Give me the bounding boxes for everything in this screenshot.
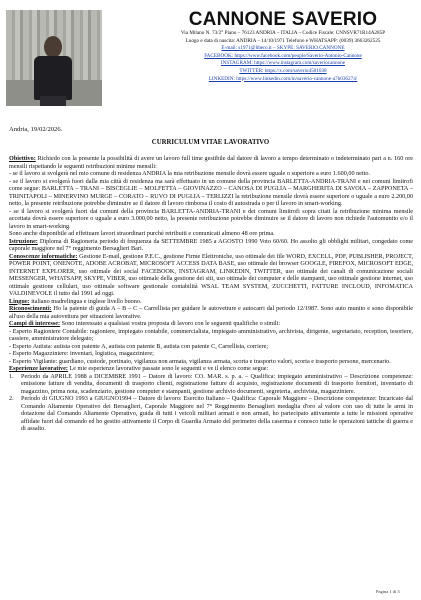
riconoscimenti-label: Riconoscimenti: — [9, 305, 52, 312]
esperienze-paragraph — [9, 365, 413, 373]
esperienza-number: 1. — [9, 372, 14, 380]
conoscenze-label: Conoscenze informatiche: — [9, 252, 78, 260]
istruzione-label: Istruzione: — [9, 237, 38, 245]
conoscenze-paragraph — [9, 253, 413, 298]
campi-item-autista: - Esperto Autista: autista con patente A, autista con patente B, autista con patente C, Carrellista, corriere; — [9, 342, 269, 350]
esperienza-item-1 — [9, 373, 413, 396]
contact-instagram[interactable]: INSTAGRAM: https://www.instagram.com/saveriocannone — [220, 60, 346, 67]
campi-item-vigilante: - Esperto Vigilante: guardiano, custode, portinaio, vigilanza non armata, vigilanza armata, scorta e trasporto valori, scorta e trasporto persone, mercenario. — [9, 357, 391, 365]
contact-email-skype[interactable]: E-mail: s1971@libero.it – SKYPE: SAVERIO.CANNONE — [221, 45, 345, 52]
campi-intro: Sono interessato a qualsiasi vostra proposta di lavoro con le seguenti qualifiche o simili: — [61, 320, 281, 327]
obiettivo-intro — [9, 155, 413, 170]
esperienza-text: Periodo da APRILE 1988 a DICEMBRE 1991 – Datore di lavoro: CO. MAR. s. p. a. – Qualifica: impiegato amministrativo – Descrizione competenze: emissione fatture di vendita, documenti di trasporto clienti, registrazione fatture di acquisto, registrazione documenti di trasporto fornitori, inventario di magazzino, prima nota, scadenziario, gestione computer e stampanti, gestione archivio documenti, segreteria, archivista, magazziniere. — [21, 372, 413, 395]
campi-item-ragioniere: - Esperto Ragioniere Contabile: ragioniere, impiegato contabile, commercialista, impiegato amministrativo, archivista, dirigente, segretariato, reception, tesoriere, cassiere, amministratore delegato; — [9, 327, 413, 342]
photo-person-body — [34, 56, 72, 100]
candidate-name: CANNONE SAVERIO — [188, 9, 378, 30]
profile-photo — [6, 10, 102, 106]
page-number: Pagina 1 di 3 — [376, 589, 400, 594]
obiettivo-item-andria: - se il lavoro si svolgerà nel mio comune di residenza ANDRIA la mia retribuzione mensile dovrà essere uguale o superiore a euro 1.600,00 netto. — [9, 170, 371, 177]
obiettivo-label: Obiettivo: — [9, 155, 36, 162]
riconoscimenti-paragraph — [9, 305, 413, 320]
lingue-paragraph — [9, 298, 413, 306]
obiettivo-item-fuori: - se il lavoro si svolgerà fuori dai comuni della provincia BARLETTA-ANDRIA-TRANI e dei comuni limitrofi sopra citati la retribuzione minima mensile accettata dovrà essere superiore o uguale a euro 3.000,00 netto, la presente retribuzione potrebbe diminuire se il datore di lavoro non richiede l'automunito e/o il lavoro in smart-working. — [9, 207, 413, 230]
istruzione-text: Diploma di Ragioneria periodo di frequenza da SETTEMBRE 1985 a AGOSTO 1990 Voto 60/60. Ho assolto gli obblighi militari, congedato come caporale maggiore nel 7° reggimento Bersaglieri Bari. — [9, 237, 414, 252]
photo-person-head — [44, 36, 62, 58]
lingue-label: Lingue: — [9, 297, 30, 305]
lingue-text: italiano madrelingua e inglese livello buono. — [31, 297, 142, 305]
campi-paragraph — [9, 320, 413, 328]
obiettivo-straordinari: Sono anche disponibile ad effettuare lavori straordinari purché retribuiti e comunicati almeno 48 ore prima. — [9, 230, 275, 237]
conoscenze-text: Gestione E-mail, gestione P.E.C., gestione Firme Elettroniche, uso ottimale dei file WORD, EXCELL, PDF, PUBLISHER, PROJECT, POWER POINT, ONENOTE, ADOBE ACROBAT, MICROSOFT ACCESS DATA BASE, uso ottimale dei browser GOOGLE, FIREFOX, MICROSOFT EDGE, INTERNET EXPLORER, uso ottimale dei social FACEBOOK, INSTAGRAM, LINKEDIN, TWITTER, uso ottimale dei canali di comunicazione sociali MESSENGER, WHATSAPP, SKYPE, VIBER, uso ottimale della gestione dei siti, uso ottimale dei computer e delle stampanti, uso ottimale gestione internet, uso ottimale gestione cellulari, uso ottimale software gestionale contabilità WSAL TEAM SYSTEM, ZUCCHETTI, FATTURE INCLOUD, INFOMATICA VALDINEVOLE il tutto dal 1991 ad oggi. — [9, 252, 413, 297]
campi-label: Campi di interesse: — [9, 320, 61, 327]
riconoscimenti-text: Ho la patente di guida A – B – C – Carrellista per guidare le autovetture e autocarri dal periodo 12/1987. Sono auto munito e sono disponibile all'uso della mia autovettura per situazioni lavorative. — [9, 305, 414, 320]
contact-twitter[interactable]: TWITTER: https://x.com/saverio4501038 — [239, 67, 327, 74]
esperienze-intro: Le mie esperienze lavorative passate sono le seguenti e ve il elenco come segue: — [69, 365, 269, 372]
document-date: Andria, 19/02/2026. — [9, 126, 63, 133]
contact-facebook[interactable]: FACEBOOK: https://www.facebook.com/people/Saverio-Antonio-Cannone — [204, 52, 362, 59]
obiettivo-text: Richiedo con la presente la possibilità di avere un lavoro full time gestibile dal datore di lavoro a tempo determinato o indeterminato pari a n. 160 ore mensili rispettando le seguenti retribuzioni minime mensili: — [9, 155, 414, 170]
document-title: CURRICULUM VITAE LAVORATIVO — [151, 139, 270, 146]
cv-content — [9, 155, 413, 433]
photo-person-legs — [40, 96, 66, 106]
obiettivo-item-provincia: - se il lavoro si svolgerà fuori dalla mia città di residenza ma sarà effettuato in un comune della provincia BARLETTA-ANDRIA-TRANI e nei comuni limitrofi come segue: BARLETTA – TRANI – BISCEGLIE – MOLFETTA – GIOVINAZZO – CANOSA DI PUGLIA – MARGHERITA DI SAVOIA – ZAPPONETA – TRINITAPOLI – MINERVINO MURGE – CORATO – RUVO DI PUGLIA – TERLIZZI la retribuzione mensile dovrà essere superiore o uguale a euro 2.200,00 netto, la presente retribuzione potrebbe diminuire se il datore di lavoro rimborsa il costo di autostrada o per il lavoro in smart-working. — [9, 177, 413, 207]
contact-block — [150, 30, 416, 83]
campi-item-magazziniere: - Esperto Magazziniere: inventari, logistica, magazziniere; — [9, 350, 154, 357]
esperienze-label: Esperienze lavorative: — [9, 365, 68, 372]
esperienza-text: Periodo di GIUGNO 1993 a GIUGNO1994 – Datore di lavoro: Esercito Italiano – Qualifica: Caporale Maggiore – Descrizione competenze: Incaricato dal Comando Altamente Operativo dei Bersaglieri, Caporale Maggiore nel 7° Reggimento Bersaglieri medaglia d'oro al valore con uso di tutte le armi in dotazione dal Comando Altamente Operativo, guida di tutti i veicoli militari armati e non armati, ho partecipato attivamente a tutte le missioni operative affidate fuori dal comando ed ho gestito attivamente il Corpo di Guardia Armato del perimetro della caserma e conosco tutte le operazioni tattiche di guerra e di assalto. — [21, 395, 413, 432]
contact-address: Via Milano N. 73/2° Piano – 76123 ANDRIA – ITALIA – Codice Fiscale: CNNSVR71R14A285P — [180, 30, 386, 36]
istruzione-paragraph — [9, 238, 413, 253]
esperienza-item-2 — [9, 395, 413, 433]
contact-birth-phone: Luogo e data di nascita: ANDRIA – 14/10/1971 Telefono e WHATSAPP: (0039) 3663262525 — [185, 37, 381, 44]
esperienza-number: 2. — [9, 395, 14, 402]
contact-linkedin[interactable]: LINKEDIN: https://www.linkedin.com/in/saverio-cannone-a7b036274/ — [208, 75, 358, 82]
